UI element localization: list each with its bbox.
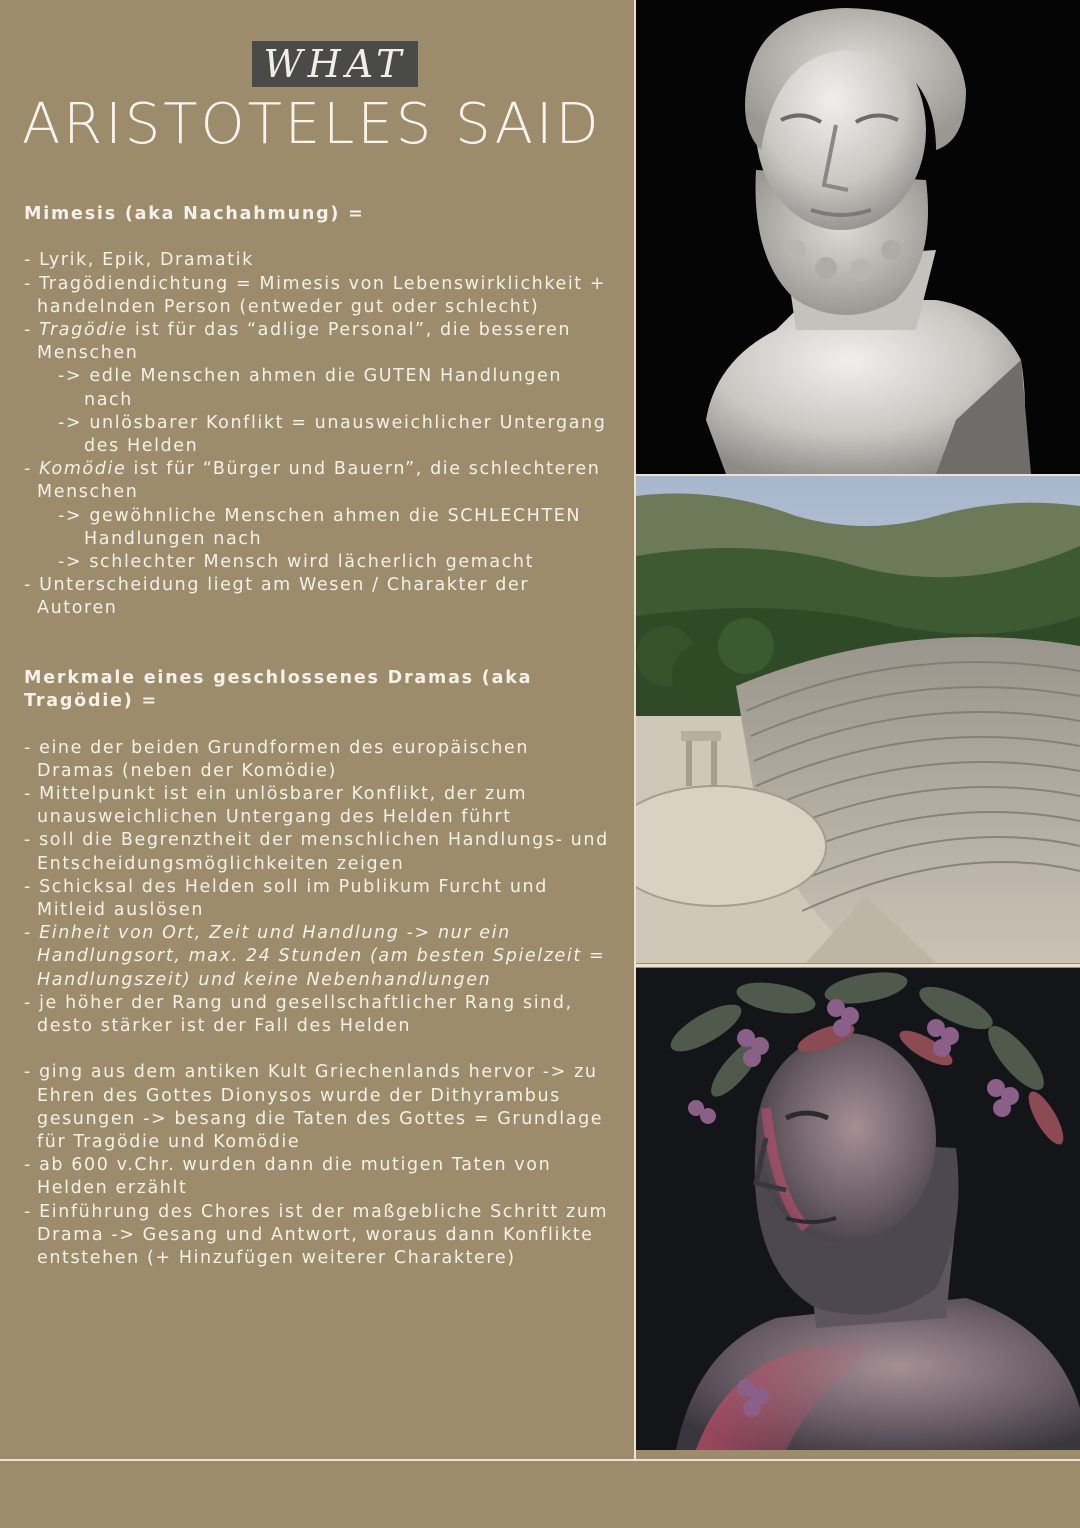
list-item: - Einheit von Ort, Zeit und Handlung -> nur ein Handlungsort, max. 24 Stunden (am besten Spielzeit = Handlungszeit) und keine Nebenhandlungen bbox=[24, 923, 606, 990]
what-label-box bbox=[252, 41, 418, 87]
sub-list-item: -> gewöhnliche Menschen ahmen die SCHLECHTEN Handlungen nach bbox=[58, 505, 582, 549]
image-separator bbox=[636, 964, 1080, 967]
list-item: - Mittelpunkt ist ein unlösbarer Konflikt, der zum unausweichlichen Untergang des Helden führt bbox=[24, 784, 528, 828]
list-item: - je höher der Rang und gesellschaftlicher Rang sind, desto stärker ist der Fall des Helden bbox=[24, 992, 573, 1037]
list-item: - ging aus dem antiken Kult Griechenlands hervor -> zu Ehren des Gottes Dionysos wurde der Dithyrambus gesungen -> besang die Taten des Gottes = Grundlage für Tragödie und Komödie bbox=[24, 1062, 604, 1153]
dionysos-bust-image bbox=[636, 968, 1080, 1450]
sub-list-item: -> edle Menschen ahmen die GUTEN Handlungen nach bbox=[58, 366, 563, 410]
list-item: - Komödie ist für “Bürger und Bauern”, die schlechteren Menschen bbox=[24, 459, 601, 503]
drama-heading: Merkmale eines geschlossenes Dramas (aka Tragödie) = bbox=[24, 668, 533, 712]
greek-theatre-image bbox=[636, 476, 1080, 963]
list-item: - Unterscheidung liegt am Wesen / Charakter der Autoren bbox=[24, 575, 530, 619]
sub-list-item: -> schlechter Mensch wird lächerlich gemacht bbox=[58, 552, 535, 573]
list-item: - Schicksal des Helden soll im Publikum Furcht und Mitleid auslösen bbox=[24, 876, 548, 921]
list-item: - Tragödiendichtung = Mimesis von Lebenswirklichkeit + handelnden Person (entweder gut oder schlecht) bbox=[24, 273, 607, 317]
list-item: - ab 600 v.Chr. wurden dann die mutigen Taten von Helden erzählt bbox=[24, 1155, 552, 1199]
list-item: - eine der beiden Grundformen des europäischen Dramas (neben der Komödie) bbox=[24, 737, 530, 781]
page-title: ARISTOTELES SAID bbox=[22, 92, 602, 157]
aristotle-bust-image bbox=[636, 0, 1080, 474]
komoedie-term: Komödie bbox=[39, 459, 127, 480]
tragoedie-term: Tragödie bbox=[39, 320, 128, 340]
mimesis-heading: Mimesis (aka Nachahmung) = bbox=[24, 204, 365, 224]
list-item: - Tragödie ist für das “adlige Personal”, die besseren Menschen bbox=[24, 320, 572, 364]
sub-list-item: -> unlösbarer Konflikt = unausweichlicher Untergang des Helden bbox=[58, 412, 607, 457]
what-label: WHAT bbox=[263, 42, 407, 86]
content-column bbox=[24, 203, 614, 1270]
bottom-divider bbox=[0, 1459, 1080, 1461]
list-item: - Lyrik, Epik, Dramatik bbox=[24, 250, 254, 271]
list-item: - Einführung des Chores ist der maßgebliche Schritt zum Drama -> Gesang und Antwort, woraus dann Konflikte entstehen (+ Hinzufügen weiterer Charaktere) bbox=[24, 1201, 609, 1269]
list-item: - soll die Begrenztheit der menschlichen Handlungs- und Entscheidungsmöglichkeiten zeigen bbox=[24, 830, 609, 874]
